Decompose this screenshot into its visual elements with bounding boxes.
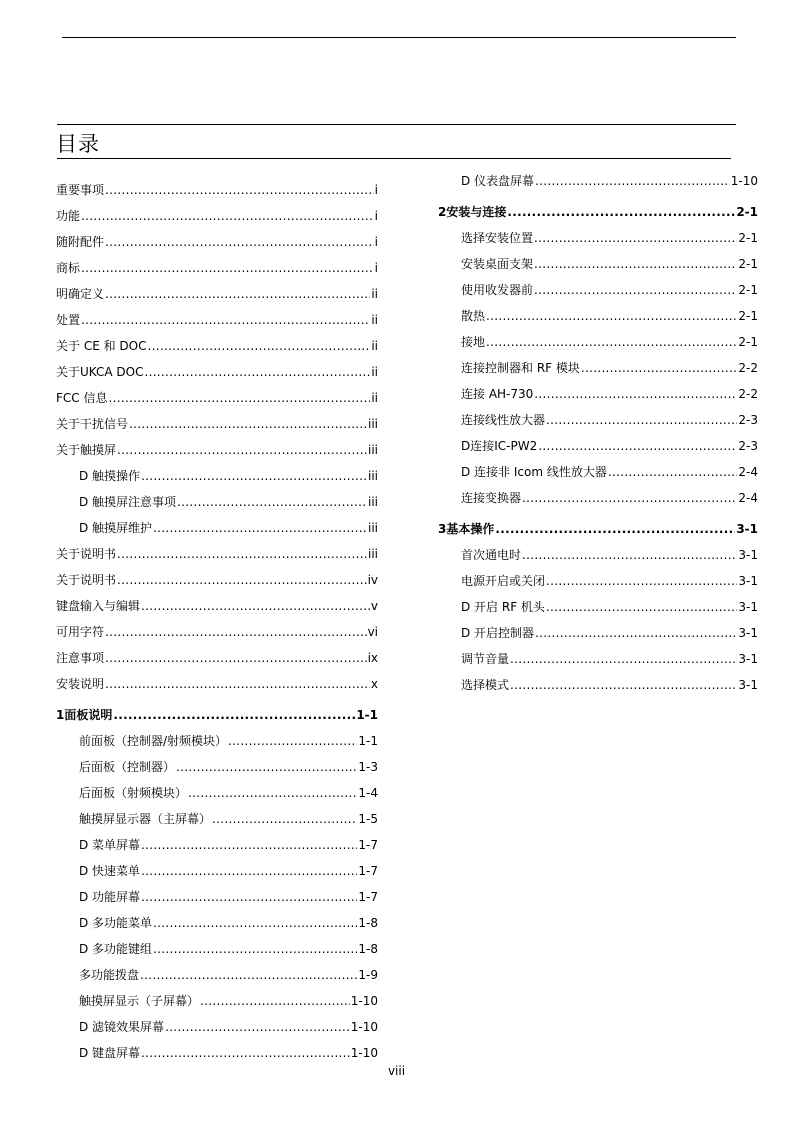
- toc-entry-label: 关于说明书: [56, 547, 117, 561]
- toc-entry-page: 2-2: [738, 387, 758, 401]
- toc-entry-page: 2-1: [738, 283, 758, 297]
- toc-entry-label: D 触摸屏注意事项: [79, 495, 177, 509]
- toc-entry-page: i: [374, 235, 378, 249]
- toc-leader-dots: [228, 728, 357, 754]
- toc-subentry[interactable]: [438, 620, 758, 646]
- toc-entry-label: D 多功能键组: [79, 942, 153, 956]
- toc-subentry[interactable]: [56, 936, 378, 962]
- toc-leader-dots: [177, 489, 367, 515]
- toc-leader-dots: [105, 645, 367, 671]
- toc-leader-dots: [117, 541, 367, 567]
- toc-entry-page: 3-1: [738, 626, 758, 640]
- toc-entry-label: 触摸屏显示（子屏幕）: [79, 994, 200, 1008]
- toc-entry-page: 2-3: [738, 413, 758, 427]
- toc-subentry[interactable]: [56, 832, 378, 858]
- toc-entry-label: 注意事项: [56, 651, 105, 665]
- toc-entry-label: D 开启 RF 机头: [461, 600, 545, 614]
- toc-entry-label: 接地: [461, 335, 486, 349]
- toc-leader-dots: [140, 962, 357, 988]
- toc-entry-page: 1-10: [730, 174, 758, 188]
- toc-leader-dots: [486, 329, 737, 355]
- toc-leader-dots: [117, 437, 367, 463]
- toc-entry-label: 面板说明: [64, 708, 113, 722]
- toc-subentry[interactable]: [56, 754, 378, 780]
- toc-entry-label: 重要事项: [56, 183, 105, 197]
- toc-entry-label: 散热: [461, 309, 486, 323]
- toc-entry-page: 1-10: [350, 994, 378, 1008]
- toc-entry-page: 3-1: [738, 600, 758, 614]
- toc-entry-page: 3-1: [738, 652, 758, 666]
- toc-entry-page: 3-1: [736, 522, 758, 536]
- toc-subentry[interactable]: [438, 433, 758, 459]
- toc-leader-dots: [534, 225, 737, 251]
- toc-entry-page: 1-4: [358, 786, 378, 800]
- toc-entry-label: 安装与连接: [446, 205, 507, 219]
- toc-entry-label: 关于 CE 和 DOC: [56, 339, 147, 353]
- toc-leader-dots: [534, 277, 737, 303]
- toc-entry-label: D 触摸屏维护: [79, 521, 153, 535]
- toc-entry-label: D 键盘屏幕: [79, 1046, 141, 1060]
- toc-chapter-1[interactable]: [56, 702, 378, 728]
- toc-leader-dots: [534, 251, 737, 277]
- toc-entry-label: 后面板（射频模块）: [79, 786, 188, 800]
- toc-subentry[interactable]: [438, 329, 758, 355]
- toc-leader-dots: [581, 355, 738, 381]
- toc-entry-page: 2-2: [738, 361, 758, 375]
- toc-leader-dots: [153, 936, 357, 962]
- toc-entry-label: 连接 AH-730: [461, 387, 534, 401]
- toc-entry-page: i: [374, 209, 378, 223]
- toc-entry[interactable]: [56, 229, 378, 255]
- toc-entry[interactable]: [56, 385, 378, 411]
- toc-subentry[interactable]: [56, 515, 378, 541]
- toc-entry-page: 1-10: [350, 1020, 378, 1034]
- toc-entry-page: x: [370, 677, 378, 691]
- toc-subentry[interactable]: [438, 459, 758, 485]
- toc-leader-dots: [144, 359, 370, 385]
- toc-entry-page: iii: [367, 521, 378, 535]
- toc-leader-dots: [546, 594, 737, 620]
- toc-entry[interactable]: [56, 645, 378, 671]
- toc-entry-label: 明确定义: [56, 287, 105, 301]
- toc-entry-label: 电源开启或关闭: [461, 574, 546, 588]
- toc-entry[interactable]: [56, 671, 378, 697]
- toc-entry-page: i: [374, 261, 378, 275]
- toc-entry-page: 2-4: [738, 491, 758, 505]
- toc-leader-dots: [105, 281, 370, 307]
- toc-entry-page: 1-3: [358, 760, 378, 774]
- toc-entry-page: 1-1: [358, 734, 378, 748]
- toc-entry-label: D 滤镜效果屏幕: [79, 1020, 165, 1034]
- toc-leader-dots: [141, 463, 367, 489]
- toc-subentry[interactable]: [438, 672, 758, 698]
- toc-leader-dots: [510, 646, 737, 672]
- toc-entry-page: 1-1: [356, 708, 378, 722]
- toc-leader-dots: [546, 407, 737, 433]
- toc-leader-dots: [608, 459, 738, 485]
- toc-chapter-number: 3: [438, 522, 447, 536]
- toc-subentry[interactable]: [438, 381, 758, 407]
- toc-entry-label: FCC 信息: [56, 391, 108, 405]
- toc-leader-dots: [81, 255, 374, 281]
- toc-leader-dots: [141, 884, 357, 910]
- toc-leader-dots: [81, 307, 370, 333]
- toc-entry-page: 3-1: [738, 678, 758, 692]
- toc-chapter-number: 2: [438, 205, 447, 219]
- toc-entry-label: D 连接非 Icom 线性放大器: [461, 465, 607, 479]
- toc-entry-label: D 功能屏幕: [79, 890, 141, 904]
- toc-entry-page: vi: [367, 625, 378, 639]
- toc-subentry[interactable]: [438, 485, 758, 511]
- toc-subentry[interactable]: [438, 303, 758, 329]
- toc-entry-label: 功能: [56, 209, 81, 223]
- toc-leader-dots: [510, 672, 737, 698]
- toc-entry-page: 1-9: [358, 968, 378, 982]
- toc-leader-dots: [538, 433, 737, 459]
- toc-entry-page: 1-5: [358, 812, 378, 826]
- toc-entry-label: 随附配件: [56, 235, 105, 249]
- toc-leader-dots: [535, 168, 730, 194]
- toc-entry[interactable]: [56, 333, 378, 359]
- toc-entry-page: iv: [367, 573, 378, 587]
- header-rule: [57, 124, 736, 125]
- toc-entry-page: 1-8: [358, 942, 378, 956]
- toc-entry-label: 首次通电时: [461, 548, 522, 562]
- toc-entry-label: 关于触摸屏: [56, 443, 117, 457]
- toc-entry-page: 2-1: [738, 335, 758, 349]
- toc-subentry[interactable]: [438, 355, 758, 381]
- toc-chapter-3[interactable]: [438, 516, 758, 542]
- toc-entry[interactable]: [56, 619, 378, 645]
- toc-entry-page: 2-4: [738, 465, 758, 479]
- toc-leader-dots: [535, 620, 737, 646]
- toc-leader-dots: [141, 858, 357, 884]
- toc-entry[interactable]: [56, 281, 378, 307]
- toc-subentry[interactable]: [56, 728, 378, 754]
- toc-entry-label: 连接线性放大器: [461, 413, 546, 427]
- toc-leader-dots: [129, 411, 367, 437]
- toc-entry[interactable]: [56, 307, 378, 333]
- toc-subentry[interactable]: [56, 780, 378, 806]
- toc-entry-label: 关于UKCA DOC: [56, 365, 144, 379]
- toc-entry[interactable]: [56, 567, 378, 593]
- toc-entry-label: 连接变换器: [461, 491, 522, 505]
- toc-leader-dots: [105, 671, 370, 697]
- toc-leader-dots: [165, 1014, 350, 1040]
- toc-subentry[interactable]: [438, 594, 758, 620]
- toc-entry-label: 基本操作: [446, 522, 495, 536]
- toc-entry[interactable]: [56, 593, 378, 619]
- toc-leader-dots: [141, 593, 370, 619]
- toc-subentry[interactable]: [438, 542, 758, 568]
- toc-entry-page: 3-1: [738, 548, 758, 562]
- toc-entry-label: D 菜单屏幕: [79, 838, 141, 852]
- toc-entry-page: 2-1: [738, 231, 758, 245]
- toc-entry[interactable]: [56, 177, 378, 203]
- toc-chapter-number: 1: [56, 708, 65, 722]
- toc-entry-label: D连接IC-PW2: [461, 439, 538, 453]
- toc-subentry[interactable]: [56, 489, 378, 515]
- toc-entry-page: iii: [367, 417, 378, 431]
- toc-entry[interactable]: [56, 411, 378, 437]
- toc-subentry[interactable]: [438, 568, 758, 594]
- toc-subentry[interactable]: [56, 884, 378, 910]
- toc-entry-page: 2-1: [738, 309, 758, 323]
- toc-entry[interactable]: [56, 437, 378, 463]
- toc-subentry[interactable]: [438, 646, 758, 672]
- toc-entry-label: 调节音量: [461, 652, 510, 666]
- toc-leader-dots: [117, 567, 367, 593]
- toc-entry-page: 1-7: [358, 890, 378, 904]
- toc-leader-dots: [200, 988, 350, 1014]
- toc-entry-label: 键盘输入与编辑: [56, 599, 141, 613]
- toc-entry-label: 使用收发器前: [461, 283, 534, 297]
- toc-subentry[interactable]: [438, 251, 758, 277]
- toc-leader-dots: [105, 177, 374, 203]
- toc-subentry[interactable]: [56, 962, 378, 988]
- toc-entry-label: 触摸屏显示器（主屏幕）: [79, 812, 212, 826]
- toc-entry-page: i: [374, 183, 378, 197]
- toc-entry-page: 2-1: [738, 257, 758, 271]
- toc-entry-page: 1-7: [358, 838, 378, 852]
- page-number: viii: [387, 1064, 406, 1078]
- toc-entry-page: 1-8: [358, 916, 378, 930]
- toc-entry-page: iii: [367, 547, 378, 561]
- toc-entry-label: 选择安装位置: [461, 231, 534, 245]
- toc-entry-label: D 多功能菜单: [79, 916, 153, 930]
- title-underline: [57, 158, 731, 159]
- toc-leader-dots: [153, 515, 367, 541]
- toc-entry[interactable]: [56, 541, 378, 567]
- page-title: 目录: [56, 132, 100, 156]
- toc-leader-dots: [486, 303, 737, 329]
- toc-leader-dots: [141, 832, 357, 858]
- toc-entry-page: 1-7: [358, 864, 378, 878]
- toc-entry-label: 关于说明书: [56, 573, 117, 587]
- toc-entry-label: 选择模式: [461, 678, 510, 692]
- toc-leader-dots: [176, 754, 357, 780]
- toc-entry[interactable]: [56, 255, 378, 281]
- toc-entry-label: 连接控制器和 RF 模块: [461, 361, 580, 375]
- toc-entry-label: 处置: [56, 313, 81, 327]
- header-rule-top: [62, 37, 736, 38]
- toc-entry-page: 1-10: [350, 1046, 378, 1060]
- toc-leader-dots: [113, 702, 355, 728]
- toc-entry-label: 安装说明: [56, 677, 105, 691]
- toc-leader-dots: [546, 568, 737, 594]
- toc-entry-label: 安装桌面支架: [461, 257, 534, 271]
- toc-chapter-2[interactable]: [438, 199, 758, 225]
- toc-leader-dots: [212, 806, 357, 832]
- toc-leader-dots: [153, 910, 357, 936]
- toc-leader-dots: [105, 619, 367, 645]
- toc-entry-page: iii: [367, 495, 378, 509]
- toc-entry-page: 2-3: [738, 439, 758, 453]
- toc-entry-page: ii: [371, 287, 378, 301]
- toc-entry-label: 关于干扰信号: [56, 417, 129, 431]
- toc-entry-page: v: [370, 599, 378, 613]
- toc-column-left: [56, 177, 378, 1066]
- toc-subentry[interactable]: [56, 910, 378, 936]
- toc-subentry[interactable]: [438, 277, 758, 303]
- toc-subentry[interactable]: [56, 806, 378, 832]
- toc-subentry[interactable]: [56, 858, 378, 884]
- toc-entry-label: 可用字符: [56, 625, 105, 639]
- toc-entry-label: 前面板（控制器/射频模块）: [79, 734, 228, 748]
- toc-subentry[interactable]: [56, 1014, 378, 1040]
- toc-column-right: [438, 168, 758, 698]
- toc-entry-label: 商标: [56, 261, 81, 275]
- toc-entry-page: ii: [371, 391, 378, 405]
- toc-entry[interactable]: [56, 203, 378, 229]
- toc-entry-label: 后面板（控制器）: [79, 760, 176, 774]
- toc-leader-dots: [534, 381, 737, 407]
- toc-entry-label: D 开启控制器: [461, 626, 535, 640]
- toc-leader-dots: [188, 780, 357, 806]
- toc-entry-page: ii: [371, 339, 378, 353]
- toc-leader-dots: [507, 199, 735, 225]
- toc-entry-page: iii: [367, 443, 378, 457]
- toc-leader-dots: [522, 542, 737, 568]
- toc-subentry[interactable]: [438, 225, 758, 251]
- toc-entry-page: ii: [371, 313, 378, 327]
- toc-leader-dots: [105, 229, 374, 255]
- toc-subentry[interactable]: [56, 463, 378, 489]
- toc-entry-page: 2-1: [736, 205, 758, 219]
- toc-leader-dots: [522, 485, 737, 511]
- toc-leader-dots: [495, 516, 735, 542]
- toc-entry-label: D 仪表盘屏幕: [461, 174, 535, 188]
- toc-entry-page: ix: [367, 651, 378, 665]
- toc-entry-label: 多功能拨盘: [79, 968, 140, 982]
- toc-entry-page: 3-1: [738, 574, 758, 588]
- toc-leader-dots: [108, 385, 370, 411]
- toc-subentry[interactable]: [438, 407, 758, 433]
- toc-subentry[interactable]: [56, 988, 378, 1014]
- toc-entry-label: D 触摸操作: [79, 469, 141, 483]
- toc-leader-dots: [147, 333, 370, 359]
- toc-entry-page: ii: [371, 365, 378, 379]
- toc-subentry[interactable]: [438, 168, 758, 194]
- toc-entry[interactable]: [56, 359, 378, 385]
- toc-leader-dots: [81, 203, 374, 229]
- toc-entry-label: D 快速菜单: [79, 864, 141, 878]
- toc-entry-page: iii: [367, 469, 378, 483]
